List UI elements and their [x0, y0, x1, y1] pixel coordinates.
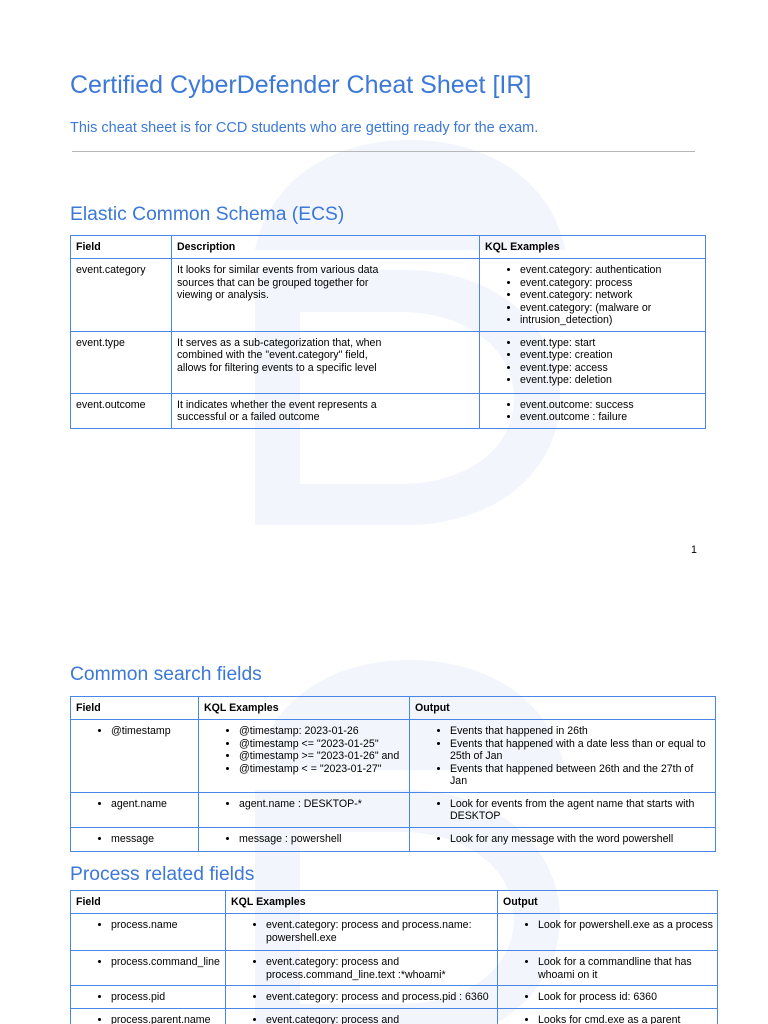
output-item: • Look for any message with the word powershell — [450, 833, 712, 846]
field-cell — [71, 1008, 226, 1024]
ecs-heading: Elastic Common Schema (ECS) — [70, 204, 345, 225]
column-header-kql-examples: KQL Examples — [480, 236, 706, 259]
output-cell — [410, 792, 716, 827]
output-list — [415, 725, 712, 788]
table-row — [71, 827, 716, 851]
process-fields-table-container — [70, 890, 719, 1024]
description-cell — [172, 393, 480, 428]
field-item: • @timestamp — [111, 725, 195, 738]
kql-example-item: • agent.name : DESKTOP-* — [239, 798, 406, 811]
table-row — [71, 393, 706, 428]
output-cell — [410, 827, 716, 851]
field-list — [76, 798, 195, 811]
field-cell: event.type — [71, 331, 172, 393]
description-text: It indicates whether the event represents a successful or a failed outcome — [177, 398, 377, 423]
document-title: Certified CyberDefender Cheat Sheet [IR] — [70, 71, 532, 99]
kql-example-item: • event.category: process and process.pid : 6360 — [266, 991, 494, 1004]
description-text: It serves as a sub-categorization that, when combined with the "event.category" field, allows for filtering events to a specific level — [177, 336, 382, 374]
kql-example-item: • event.category: process and process.name: powershell.exe — [266, 919, 494, 944]
output-item: • Look for process id: 6360 — [538, 991, 714, 1004]
output-list — [503, 956, 714, 981]
kql-example-item: • event.outcome : failure — [520, 411, 702, 424]
column-header-description: Description — [172, 236, 480, 259]
kql-examples-cell — [226, 986, 498, 1009]
kql-example-item: • @timestamp <= "2023-01-25" — [239, 738, 406, 751]
kql-examples-list — [204, 833, 406, 846]
kql-example-item: • event.outcome: success — [520, 399, 702, 412]
field-item: • message — [111, 833, 195, 846]
field-item: • process.name — [111, 919, 222, 932]
field-list — [76, 833, 195, 846]
kql-examples-list — [231, 1014, 494, 1024]
kql-example-item: • event.type: deletion — [520, 374, 702, 387]
kql-example-item: • event.category: network — [520, 289, 702, 302]
kql-examples-list — [231, 991, 494, 1004]
kql-example-item: • @timestamp >= "2023-01-26" and — [239, 750, 406, 763]
field-cell: event.category — [71, 259, 172, 332]
field-cell — [71, 827, 199, 851]
table-row — [71, 720, 716, 793]
field-list — [76, 991, 222, 1004]
table-header-row — [71, 891, 718, 914]
output-cell — [498, 986, 718, 1009]
table-row — [71, 331, 706, 393]
kql-example-item: • event.type: creation — [520, 349, 702, 362]
table-header-row — [71, 697, 716, 720]
column-header-field: Field — [71, 236, 172, 259]
kql-examples-list — [231, 956, 494, 981]
kql-examples-list — [485, 337, 702, 387]
kql-examples-cell — [226, 914, 498, 951]
kql-example-item: • @timestamp < = "2023-01-27" — [239, 763, 406, 776]
output-list — [415, 798, 712, 823]
output-cell — [498, 1008, 718, 1024]
kql-examples-cell — [480, 331, 706, 393]
table-header-row — [71, 236, 706, 259]
search-fields-table — [70, 696, 716, 852]
field-item: • process.pid — [111, 991, 222, 1004]
output-item: • Look for events from the agent name that starts with DESKTOP — [450, 798, 712, 823]
field-cell — [71, 792, 199, 827]
output-cell — [410, 720, 716, 793]
table-row — [71, 792, 716, 827]
kql-examples-cell — [226, 951, 498, 986]
ecs-table — [70, 235, 706, 429]
field-cell — [71, 914, 226, 951]
kql-examples-cell — [199, 792, 410, 827]
table-row — [71, 951, 718, 986]
output-item: • Looks for cmd.exe as a parent — [538, 1014, 714, 1024]
kql-example-item: • event.category: process — [520, 277, 702, 290]
kql-example-item: • event.category: (malware or — [520, 302, 702, 315]
title-divider — [72, 151, 695, 152]
field-cell — [71, 720, 199, 793]
field-item: • process.command_line — [111, 956, 222, 969]
kql-example-item: • event.category: process and process.command_line.text :*whoami* — [266, 956, 494, 981]
field-cell — [71, 951, 226, 986]
output-item: • Look for powershell.exe as a process — [538, 919, 714, 932]
description-text: It looks for similar events from various data sources that can be grouped together for viewing or analysis. — [177, 264, 379, 301]
page-number: 1 — [691, 544, 697, 556]
field-cell — [71, 986, 226, 1009]
kql-examples-list — [485, 399, 702, 424]
kql-example-item: • event.type: access — [520, 362, 702, 375]
field-list — [76, 956, 222, 969]
column-header-field: Field — [71, 697, 199, 720]
search-fields-heading: Common search fields — [70, 664, 262, 685]
kql-examples-cell — [480, 259, 706, 332]
column-header-field: Field — [71, 891, 226, 914]
kql-examples-cell — [199, 827, 410, 851]
process-fields-heading: Process related fields — [70, 864, 255, 885]
table-row — [71, 259, 706, 332]
field-list — [76, 725, 195, 738]
table-row — [71, 1008, 718, 1024]
kql-examples-list — [204, 725, 406, 775]
field-cell: event.outcome — [71, 393, 172, 428]
field-item: • process.parent.name — [111, 1014, 222, 1024]
output-item: • Events that happened between 26th and the 27th of Jan — [450, 763, 712, 788]
column-header-kql-examples: KQL Examples — [199, 697, 410, 720]
output-cell — [498, 914, 718, 951]
kql-examples-list — [204, 798, 406, 811]
process-fields-table — [70, 890, 718, 1024]
kql-examples-list — [485, 264, 702, 327]
kql-example-item: • @timestamp: 2023-01-26 — [239, 725, 406, 738]
output-list — [415, 833, 712, 846]
description-cell — [172, 259, 480, 332]
field-item: • agent.name — [111, 798, 195, 811]
field-list — [76, 919, 222, 932]
kql-examples-cell — [226, 1008, 498, 1024]
kql-examples-cell — [480, 393, 706, 428]
kql-examples-cell — [199, 720, 410, 793]
column-header-output: Output — [410, 697, 716, 720]
kql-example-item: • event.type: start — [520, 337, 702, 350]
output-list — [503, 919, 714, 932]
output-list — [503, 991, 714, 1004]
kql-examples-list — [231, 919, 494, 944]
kql-example-item: • event.category: authentication — [520, 264, 702, 277]
column-header-kql-examples: KQL Examples — [226, 891, 498, 914]
column-header-output: Output — [498, 891, 718, 914]
kql-example-item: • event.category: process and — [266, 1014, 494, 1024]
output-list — [503, 1014, 714, 1024]
description-cell — [172, 331, 480, 393]
output-item: • Events that happened with a date less than or equal to 25th of Jan — [450, 738, 712, 763]
document-subtitle: This cheat sheet is for CCD students who are getting ready for the exam. — [70, 120, 539, 136]
table-row — [71, 914, 718, 951]
kql-example-item: • intrusion_detection) — [520, 314, 702, 327]
field-list — [76, 1014, 222, 1024]
kql-example-item: • message : powershell — [239, 833, 406, 846]
table-row — [71, 986, 718, 1009]
output-item: • Look for a commandline that has whoami on it — [538, 956, 714, 981]
output-item: • Events that happened in 26th — [450, 725, 712, 738]
output-cell — [498, 951, 718, 986]
